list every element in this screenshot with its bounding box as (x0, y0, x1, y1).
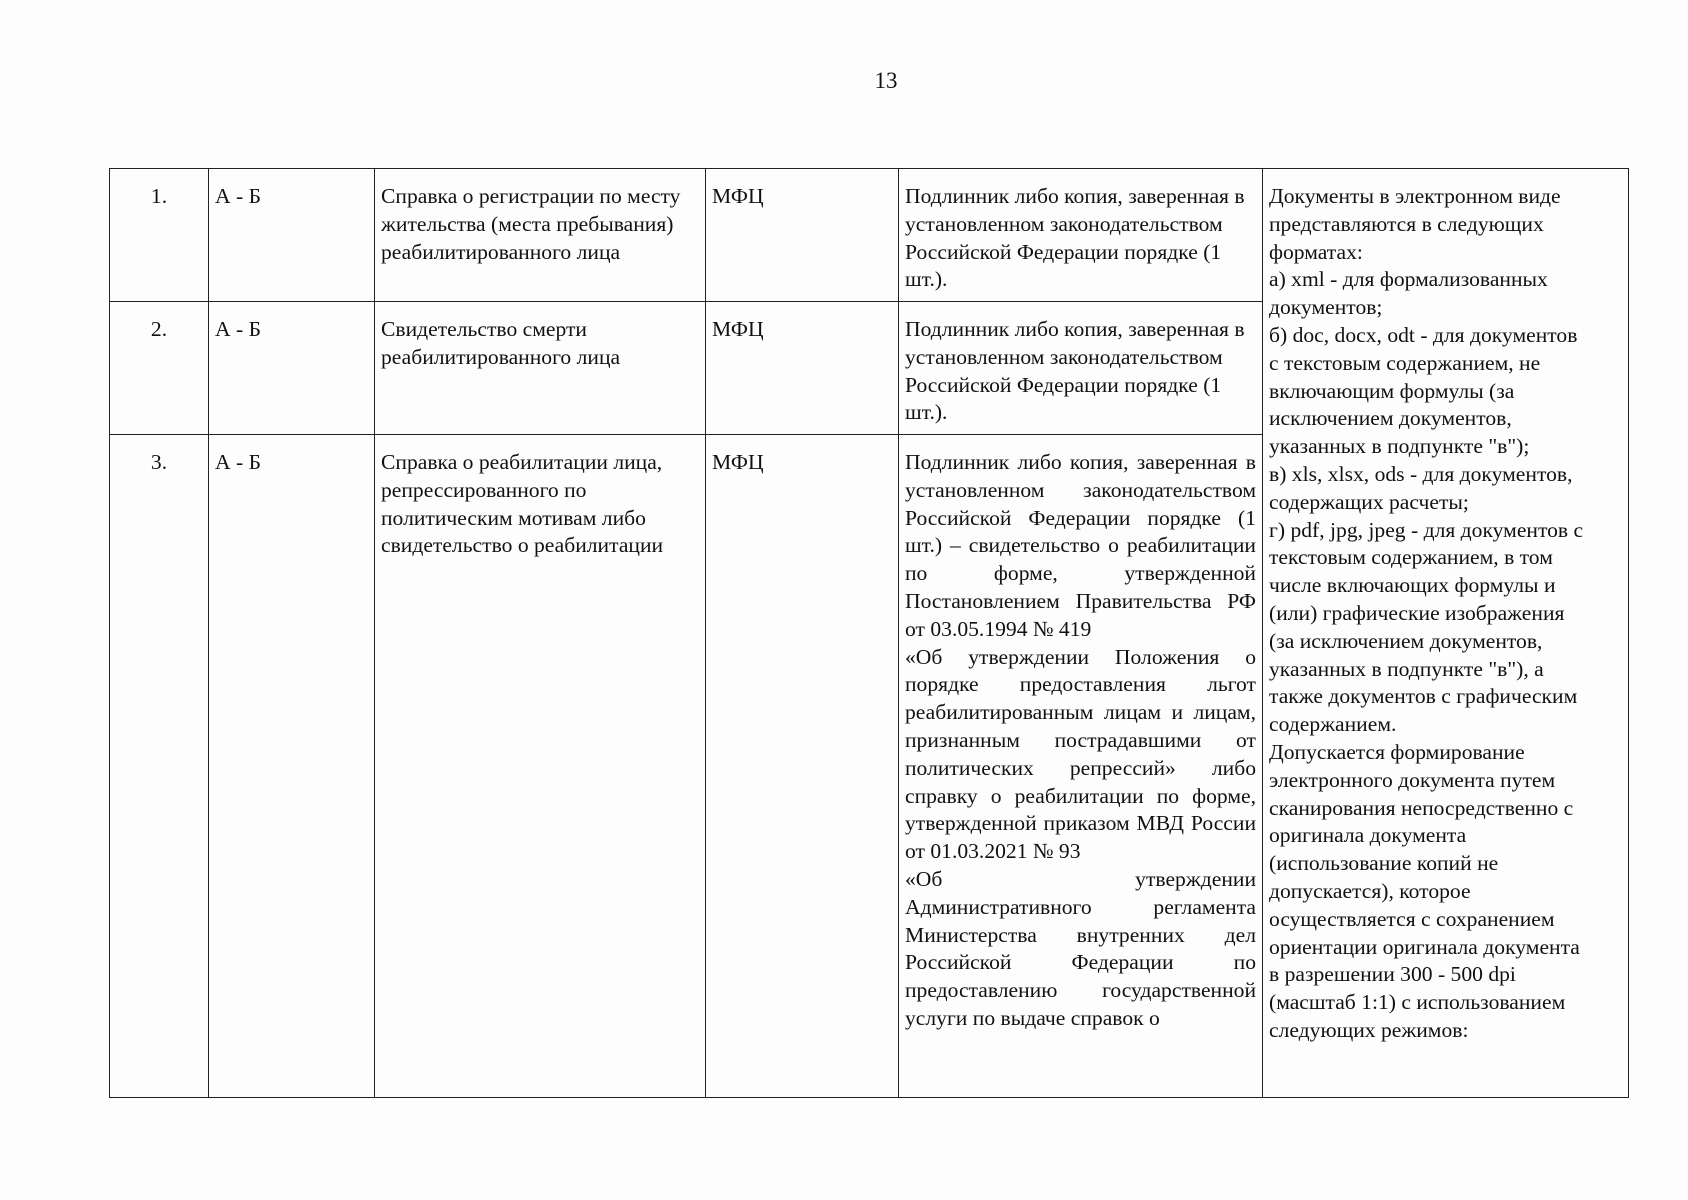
row-number: 1. (110, 169, 209, 302)
formats-line: указанных в подпункте "в"), а (1269, 656, 1544, 681)
formats-line: с текстовым содержанием, не (1269, 350, 1541, 375)
document-requirements (899, 435, 1263, 1098)
formats-line: Документы в электронном виде (1269, 184, 1561, 208)
document-source: МФЦ (706, 169, 899, 302)
requirements-paragraph: «Об утверждении Административного регламента Министерства внутренних дел Российской Федерации по предоставлению государственной услуги по выдаче справок о (905, 866, 1256, 1030)
formats-line: следующих режимов: (1269, 1017, 1469, 1042)
formats-line: форматах: (1269, 239, 1363, 264)
formats-line: Допускается формирование (1269, 739, 1525, 764)
formats-line: (масштаб 1:1) с использованием (1269, 990, 1566, 1015)
formats-line: указанных в подпункте "в"); (1269, 434, 1530, 459)
formats-text (1269, 183, 1622, 1053)
formats-line: оригинала документа (1269, 823, 1467, 848)
formats-line: документов; (1269, 295, 1383, 320)
formats-line: в разрешении 300 - 500 dpi (1269, 962, 1516, 987)
document-requirements: Подлинник либо копия, заверенная в установленном законодательством Российской Федерации порядке (1 шт.). (899, 302, 1263, 435)
table-row (110, 169, 1629, 302)
formats-cell (1263, 169, 1629, 1098)
formats-line: осуществляется с сохранением (1269, 906, 1555, 931)
document-source: МФЦ (706, 302, 899, 435)
formats-line: содержанием. (1269, 712, 1397, 737)
requirements-paragraph: «Об утверждении Положения о порядке предоставления льгот реабилитированным лицам и лицам, признанным пострадавшими от политических репрессий» либо справку о реабилитации по форме, утвержденной приказом МВД России от 01.03.2021 № 93 (905, 644, 1256, 864)
document-name: Справка о регистрации по месту жительства (места пребывания) реабилитированного лица (375, 169, 706, 302)
document-requirements: Подлинник либо копия, заверенная в установленном законодательством Российской Федерации порядке (1 шт.). (899, 169, 1263, 302)
formats-line: (использование копий не (1269, 851, 1499, 876)
document-source: МФЦ (706, 435, 899, 1098)
formats-line: также документов с графическим (1269, 684, 1578, 709)
formats-line: числе включающих формулы и (1269, 573, 1556, 598)
formats-line: допускается), которое (1269, 878, 1471, 903)
formats-line: исключением документов, (1269, 406, 1512, 431)
formats-line: в) xls, xlsx, ods - для документов, (1269, 461, 1573, 486)
formats-line: а) xml - для формализованных (1269, 267, 1548, 292)
row-number: 3. (110, 435, 209, 1098)
formats-line: включающим формулы (за (1269, 378, 1515, 403)
row-number: 2. (110, 302, 209, 435)
formats-line: сканирования непосредственно с (1269, 795, 1574, 820)
row-code: А - Б (209, 302, 375, 435)
row-code: А - Б (209, 435, 375, 1098)
document-name: Справка о реабилитации лица, репрессированного по политическим мотивам либо свидетельство о реабилитации (375, 435, 706, 1098)
formats-line: ориентации оригинала документа (1269, 934, 1580, 959)
document-name: Свидетельство смерти реабилитированного лица (375, 302, 706, 435)
formats-line: электронного документа путем (1269, 767, 1556, 792)
formats-line: представляются в следующих (1269, 211, 1544, 236)
requirements-paragraph: Подлинник либо копия, заверенная в установленном законодательством Российской Федерации порядке (1 шт.) – свидетельство о реабилитации по форме, утвержденной Постановлением Правительства РФ от 03.05.1994 № 419 (905, 450, 1256, 641)
formats-line: (или) графические изображения (1269, 600, 1565, 625)
formats-line: б) doc, docx, odt - для документов (1269, 322, 1578, 347)
formats-line: содержащих расчеты; (1269, 489, 1469, 514)
documents-table (109, 168, 1629, 1098)
row-code: А - Б (209, 169, 375, 302)
formats-line: (за исключением документов, (1269, 628, 1543, 653)
formats-line: текстовым содержанием, в том (1269, 545, 1553, 570)
formats-line: г) pdf, jpg, jpeg - для документов с (1269, 517, 1584, 542)
page-number: 13 (874, 68, 898, 93)
